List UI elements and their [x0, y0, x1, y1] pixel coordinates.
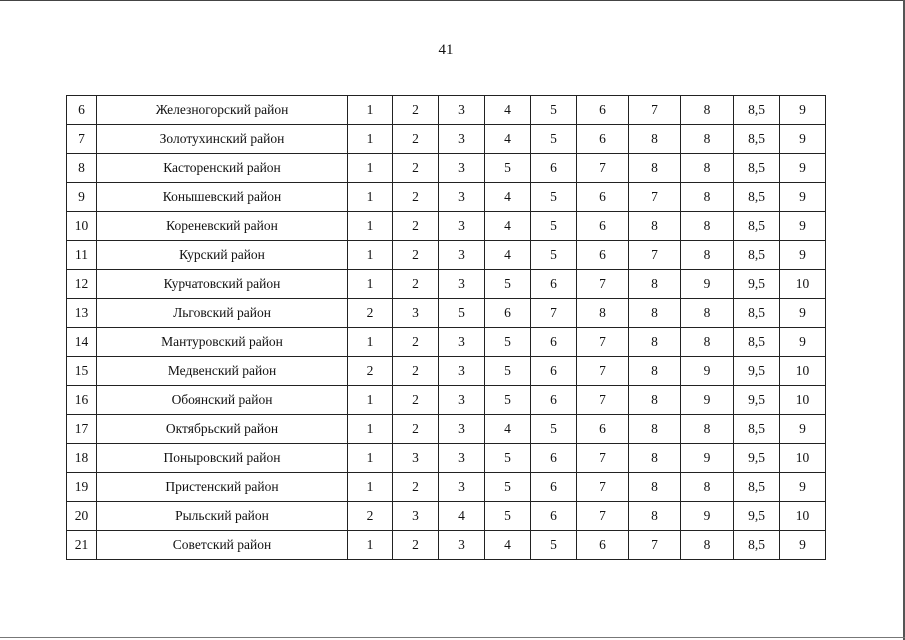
value-cell-4: 5	[485, 444, 531, 473]
value-cell-5: 6	[531, 154, 577, 183]
value-cell-6: 7	[577, 328, 629, 357]
table-row	[67, 415, 826, 444]
table-row	[67, 154, 826, 183]
value-cell-3: 3	[439, 386, 485, 415]
row-number-cell: 8	[67, 154, 97, 183]
value-cell-1: 1	[348, 444, 393, 473]
value-cell-3: 4	[439, 502, 485, 531]
value-cell-4: 4	[485, 212, 531, 241]
value-cell-4: 5	[485, 502, 531, 531]
table-row	[67, 241, 826, 270]
district-name-cell: Железногорский район	[97, 96, 348, 125]
value-cell-2: 2	[393, 125, 439, 154]
value-cell-4: 5	[485, 473, 531, 502]
value-cell-3: 3	[439, 357, 485, 386]
district-name-cell: Октябрьский район	[97, 415, 348, 444]
value-cell-6: 7	[577, 502, 629, 531]
value-cell-9: 8,5	[734, 125, 780, 154]
value-cell-1: 2	[348, 299, 393, 328]
value-cell-5: 5	[531, 241, 577, 270]
value-cell-5: 6	[531, 270, 577, 299]
value-cell-10: 9	[780, 299, 826, 328]
value-cell-5: 6	[531, 357, 577, 386]
table-row	[67, 444, 826, 473]
value-cell-3: 3	[439, 444, 485, 473]
district-name-cell: Золотухинский район	[97, 125, 348, 154]
value-cell-1: 1	[348, 386, 393, 415]
table-row	[67, 328, 826, 357]
value-cell-7: 7	[629, 96, 681, 125]
row-number-cell: 21	[67, 531, 97, 560]
value-cell-1: 1	[348, 212, 393, 241]
value-cell-2: 2	[393, 183, 439, 212]
value-cell-7: 7	[629, 531, 681, 560]
district-name-cell: Курчатовский район	[97, 270, 348, 299]
table-row	[67, 270, 826, 299]
value-cell-6: 7	[577, 270, 629, 299]
value-cell-8: 8	[681, 125, 734, 154]
value-cell-4: 5	[485, 154, 531, 183]
value-cell-9: 9,5	[734, 444, 780, 473]
value-cell-2: 2	[393, 270, 439, 299]
row-number-cell: 16	[67, 386, 97, 415]
value-cell-7: 8	[629, 212, 681, 241]
row-number-cell: 13	[67, 299, 97, 328]
value-cell-5: 5	[531, 125, 577, 154]
value-cell-8: 8	[681, 415, 734, 444]
value-cell-3: 3	[439, 154, 485, 183]
value-cell-10: 9	[780, 212, 826, 241]
value-cell-8: 8	[681, 531, 734, 560]
value-cell-10: 10	[780, 270, 826, 299]
row-number-cell: 11	[67, 241, 97, 270]
value-cell-2: 2	[393, 96, 439, 125]
table-row	[67, 96, 826, 125]
value-cell-10: 10	[780, 444, 826, 473]
value-cell-8: 8	[681, 328, 734, 357]
value-cell-9: 8,5	[734, 415, 780, 444]
value-cell-5: 6	[531, 502, 577, 531]
value-cell-3: 3	[439, 125, 485, 154]
value-cell-8: 9	[681, 386, 734, 415]
value-cell-7: 8	[629, 357, 681, 386]
value-cell-7: 8	[629, 386, 681, 415]
value-cell-9: 9,5	[734, 502, 780, 531]
value-cell-6: 7	[577, 154, 629, 183]
value-cell-9: 8,5	[734, 299, 780, 328]
value-cell-8: 8	[681, 299, 734, 328]
value-cell-8: 8	[681, 154, 734, 183]
district-name-cell: Курский район	[97, 241, 348, 270]
value-cell-7: 8	[629, 154, 681, 183]
value-cell-4: 5	[485, 386, 531, 415]
table-row	[67, 386, 826, 415]
table-row	[67, 299, 826, 328]
value-cell-2: 2	[393, 415, 439, 444]
value-cell-4: 4	[485, 183, 531, 212]
value-cell-1: 1	[348, 531, 393, 560]
row-number-cell: 6	[67, 96, 97, 125]
district-table	[66, 95, 826, 560]
row-number-cell: 9	[67, 183, 97, 212]
value-cell-7: 8	[629, 502, 681, 531]
value-cell-2: 2	[393, 473, 439, 502]
value-cell-1: 1	[348, 473, 393, 502]
value-cell-4: 5	[485, 357, 531, 386]
table-row	[67, 473, 826, 502]
table-row	[67, 357, 826, 386]
value-cell-10: 9	[780, 183, 826, 212]
value-cell-8: 8	[681, 183, 734, 212]
value-cell-3: 3	[439, 328, 485, 357]
value-cell-10: 10	[780, 386, 826, 415]
value-cell-2: 2	[393, 328, 439, 357]
value-cell-2: 3	[393, 299, 439, 328]
value-cell-4: 5	[485, 270, 531, 299]
district-name-cell: Конышевский район	[97, 183, 348, 212]
value-cell-2: 2	[393, 357, 439, 386]
page-edge-top	[0, 0, 905, 1]
value-cell-6: 6	[577, 415, 629, 444]
value-cell-2: 2	[393, 386, 439, 415]
value-cell-6: 6	[577, 241, 629, 270]
district-name-cell: Медвенский район	[97, 357, 348, 386]
row-number-cell: 7	[67, 125, 97, 154]
value-cell-6: 7	[577, 357, 629, 386]
page-edge-bottom	[0, 637, 905, 638]
value-cell-8: 8	[681, 212, 734, 241]
value-cell-3: 3	[439, 531, 485, 560]
value-cell-1: 1	[348, 96, 393, 125]
value-cell-3: 3	[439, 212, 485, 241]
value-cell-10: 9	[780, 415, 826, 444]
value-cell-4: 5	[485, 328, 531, 357]
page-number: 41	[438, 42, 454, 58]
value-cell-5: 5	[531, 415, 577, 444]
value-cell-5: 6	[531, 328, 577, 357]
value-cell-5: 6	[531, 444, 577, 473]
row-number-cell: 14	[67, 328, 97, 357]
value-cell-7: 8	[629, 125, 681, 154]
value-cell-4: 4	[485, 531, 531, 560]
value-cell-3: 5	[439, 299, 485, 328]
value-cell-3: 3	[439, 183, 485, 212]
value-cell-10: 9	[780, 328, 826, 357]
value-cell-10: 10	[780, 502, 826, 531]
value-cell-9: 8,5	[734, 241, 780, 270]
value-cell-8: 9	[681, 502, 734, 531]
value-cell-9: 8,5	[734, 328, 780, 357]
value-cell-2: 2	[393, 154, 439, 183]
value-cell-9: 9,5	[734, 357, 780, 386]
value-cell-3: 3	[439, 473, 485, 502]
value-cell-9: 8,5	[734, 531, 780, 560]
value-cell-9: 8,5	[734, 212, 780, 241]
value-cell-9: 8,5	[734, 154, 780, 183]
value-cell-5: 5	[531, 212, 577, 241]
row-number-cell: 15	[67, 357, 97, 386]
district-name-cell: Мантуровский район	[97, 328, 348, 357]
district-name-cell: Пристенский район	[97, 473, 348, 502]
value-cell-2: 2	[393, 212, 439, 241]
value-cell-1: 1	[348, 183, 393, 212]
value-cell-3: 3	[439, 415, 485, 444]
value-cell-1: 1	[348, 415, 393, 444]
row-number-cell: 12	[67, 270, 97, 299]
value-cell-8: 9	[681, 270, 734, 299]
value-cell-6: 7	[577, 473, 629, 502]
value-cell-4: 4	[485, 241, 531, 270]
row-number-cell: 20	[67, 502, 97, 531]
value-cell-4: 4	[485, 415, 531, 444]
table-row	[67, 125, 826, 154]
value-cell-7: 8	[629, 415, 681, 444]
value-cell-7: 8	[629, 328, 681, 357]
value-cell-8: 9	[681, 444, 734, 473]
table-row	[67, 502, 826, 531]
value-cell-10: 9	[780, 473, 826, 502]
value-cell-5: 6	[531, 386, 577, 415]
value-cell-7: 8	[629, 270, 681, 299]
table-row	[67, 531, 826, 560]
value-cell-7: 7	[629, 183, 681, 212]
value-cell-3: 3	[439, 241, 485, 270]
value-cell-10: 9	[780, 241, 826, 270]
value-cell-8: 8	[681, 96, 734, 125]
value-cell-2: 3	[393, 444, 439, 473]
value-cell-9: 8,5	[734, 473, 780, 502]
value-cell-6: 6	[577, 531, 629, 560]
value-cell-10: 9	[780, 125, 826, 154]
value-cell-2: 2	[393, 241, 439, 270]
value-cell-6: 6	[577, 212, 629, 241]
value-cell-8: 9	[681, 357, 734, 386]
value-cell-7: 8	[629, 444, 681, 473]
value-cell-7: 7	[629, 241, 681, 270]
table-row	[67, 212, 826, 241]
value-cell-2: 3	[393, 502, 439, 531]
value-cell-1: 1	[348, 125, 393, 154]
value-cell-7: 8	[629, 473, 681, 502]
value-cell-6: 6	[577, 183, 629, 212]
value-cell-9: 8,5	[734, 183, 780, 212]
value-cell-4: 4	[485, 125, 531, 154]
value-cell-6: 8	[577, 299, 629, 328]
value-cell-10: 9	[780, 154, 826, 183]
value-cell-1: 1	[348, 270, 393, 299]
value-cell-1: 2	[348, 502, 393, 531]
district-name-cell: Касторенский район	[97, 154, 348, 183]
value-cell-3: 3	[439, 270, 485, 299]
value-cell-1: 2	[348, 357, 393, 386]
value-cell-6: 6	[577, 96, 629, 125]
value-cell-4: 4	[485, 96, 531, 125]
value-cell-10: 10	[780, 357, 826, 386]
value-cell-9: 9,5	[734, 270, 780, 299]
value-cell-5: 6	[531, 473, 577, 502]
value-cell-7: 8	[629, 299, 681, 328]
value-cell-6: 6	[577, 125, 629, 154]
value-cell-5: 7	[531, 299, 577, 328]
table-body	[67, 96, 826, 560]
value-cell-9: 8,5	[734, 96, 780, 125]
value-cell-5: 5	[531, 531, 577, 560]
value-cell-3: 3	[439, 96, 485, 125]
row-number-cell: 19	[67, 473, 97, 502]
value-cell-1: 1	[348, 328, 393, 357]
value-cell-1: 1	[348, 154, 393, 183]
district-name-cell: Льговский район	[97, 299, 348, 328]
district-name-cell: Рыльский район	[97, 502, 348, 531]
value-cell-8: 8	[681, 241, 734, 270]
row-number-cell: 10	[67, 212, 97, 241]
value-cell-10: 9	[780, 96, 826, 125]
row-number-cell: 18	[67, 444, 97, 473]
value-cell-9: 9,5	[734, 386, 780, 415]
value-cell-6: 7	[577, 386, 629, 415]
value-cell-5: 5	[531, 183, 577, 212]
value-cell-5: 5	[531, 96, 577, 125]
district-name-cell: Кореневский район	[97, 212, 348, 241]
value-cell-4: 6	[485, 299, 531, 328]
value-cell-6: 7	[577, 444, 629, 473]
value-cell-10: 9	[780, 531, 826, 560]
value-cell-1: 1	[348, 241, 393, 270]
district-name-cell: Обоянский район	[97, 386, 348, 415]
table-row	[67, 183, 826, 212]
row-number-cell: 17	[67, 415, 97, 444]
district-name-cell: Советский район	[97, 531, 348, 560]
value-cell-8: 8	[681, 473, 734, 502]
district-name-cell: Поныровский район	[97, 444, 348, 473]
value-cell-2: 2	[393, 531, 439, 560]
